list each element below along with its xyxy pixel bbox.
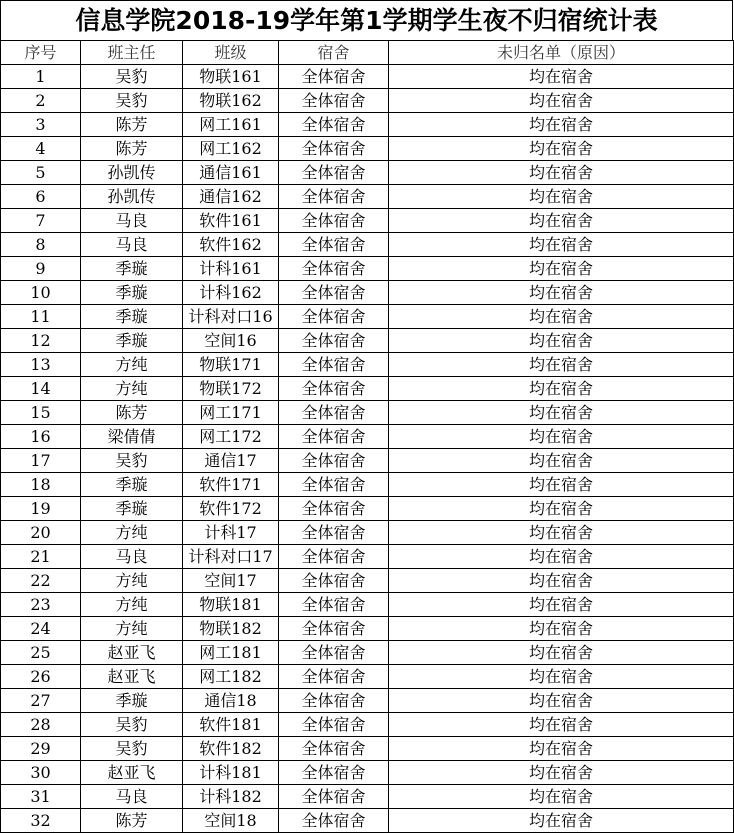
cell-dormitory: 全体宿舍 (279, 185, 389, 209)
cell-absent-list: 均在宿舍 (389, 137, 734, 161)
cell-head-teacher: 季璇 (81, 689, 183, 713)
cell-number: 22 (1, 569, 81, 593)
cell-absent-list: 均在宿舍 (389, 161, 734, 185)
cell-number: 31 (1, 785, 81, 809)
cell-head-teacher: 赵亚飞 (81, 665, 183, 689)
cell-absent-list: 均在宿舍 (389, 185, 734, 209)
cell-dormitory: 全体宿舍 (279, 737, 389, 761)
cell-absent-list: 均在宿舍 (389, 761, 734, 785)
cell-absent-list: 均在宿舍 (389, 281, 734, 305)
cell-head-teacher: 季璇 (81, 329, 183, 353)
table-row (1, 425, 734, 449)
cell-class: 通信162 (183, 185, 279, 209)
cell-class: 网工172 (183, 425, 279, 449)
cell-absent-list: 均在宿舍 (389, 257, 734, 281)
cell-class: 通信18 (183, 689, 279, 713)
cell-head-teacher: 赵亚飞 (81, 641, 183, 665)
cell-head-teacher: 吴豹 (81, 737, 183, 761)
table-row (1, 617, 734, 641)
table-row (1, 641, 734, 665)
cell-class: 软件161 (183, 209, 279, 233)
cell-number: 15 (1, 401, 81, 425)
cell-head-teacher: 季璇 (81, 257, 183, 281)
table-title: 信息学院2018-19学年第1学期学生夜不归宿统计表 (0, 0, 733, 40)
cell-class: 网工182 (183, 665, 279, 689)
cell-class: 物联171 (183, 353, 279, 377)
cell-absent-list: 均在宿舍 (389, 209, 734, 233)
table-row (1, 161, 734, 185)
cell-dormitory: 全体宿舍 (279, 473, 389, 497)
cell-number: 16 (1, 425, 81, 449)
cell-head-teacher: 陈芳 (81, 137, 183, 161)
cell-dormitory: 全体宿舍 (279, 593, 389, 617)
cell-dormitory: 全体宿舍 (279, 665, 389, 689)
cell-absent-list: 均在宿舍 (389, 569, 734, 593)
cell-absent-list: 均在宿舍 (389, 617, 734, 641)
cell-number: 25 (1, 641, 81, 665)
cell-class: 计科161 (183, 257, 279, 281)
cell-number: 12 (1, 329, 81, 353)
cell-number: 13 (1, 353, 81, 377)
cell-head-teacher: 陈芳 (81, 113, 183, 137)
cell-dormitory: 全体宿舍 (279, 809, 389, 833)
cell-dormitory: 全体宿舍 (279, 521, 389, 545)
table-row (1, 209, 734, 233)
table-row (1, 89, 734, 113)
cell-head-teacher: 方纯 (81, 377, 183, 401)
cell-class: 计科181 (183, 761, 279, 785)
cell-number: 28 (1, 713, 81, 737)
cell-number: 26 (1, 665, 81, 689)
table-row (1, 593, 734, 617)
cell-number: 19 (1, 497, 81, 521)
cell-head-teacher: 吴豹 (81, 449, 183, 473)
cell-head-teacher: 吴豹 (81, 89, 183, 113)
cell-head-teacher: 方纯 (81, 569, 183, 593)
cell-dormitory: 全体宿舍 (279, 329, 389, 353)
cell-absent-list: 均在宿舍 (389, 353, 734, 377)
cell-class: 物联161 (183, 65, 279, 89)
table-row (1, 809, 734, 833)
cell-class: 计科182 (183, 785, 279, 809)
table-row (1, 737, 734, 761)
table-row (1, 257, 734, 281)
header-class: 班级 (183, 41, 279, 65)
cell-number: 5 (1, 161, 81, 185)
cell-number: 14 (1, 377, 81, 401)
table-row (1, 521, 734, 545)
header-row (1, 41, 734, 65)
cell-number: 9 (1, 257, 81, 281)
cell-class: 网工161 (183, 113, 279, 137)
cell-number: 4 (1, 137, 81, 161)
cell-number: 32 (1, 809, 81, 833)
cell-head-teacher: 方纯 (81, 593, 183, 617)
cell-head-teacher: 吴豹 (81, 65, 183, 89)
cell-class: 计科162 (183, 281, 279, 305)
cell-head-teacher: 季璇 (81, 497, 183, 521)
cell-dormitory: 全体宿舍 (279, 497, 389, 521)
cell-dormitory: 全体宿舍 (279, 209, 389, 233)
cell-head-teacher: 方纯 (81, 521, 183, 545)
cell-head-teacher: 季璇 (81, 305, 183, 329)
cell-class: 网工162 (183, 137, 279, 161)
cell-number: 7 (1, 209, 81, 233)
cell-number: 3 (1, 113, 81, 137)
table-row (1, 665, 734, 689)
table-row (1, 761, 734, 785)
cell-head-teacher: 吴豹 (81, 713, 183, 737)
table-row (1, 377, 734, 401)
table-row (1, 713, 734, 737)
cell-number: 18 (1, 473, 81, 497)
cell-dormitory: 全体宿舍 (279, 161, 389, 185)
cell-head-teacher: 陈芳 (81, 401, 183, 425)
cell-class: 网工181 (183, 641, 279, 665)
cell-class: 软件181 (183, 713, 279, 737)
cell-dormitory: 全体宿舍 (279, 761, 389, 785)
cell-number: 2 (1, 89, 81, 113)
cell-dormitory: 全体宿舍 (279, 257, 389, 281)
table-row (1, 401, 734, 425)
cell-class: 物联172 (183, 377, 279, 401)
cell-absent-list: 均在宿舍 (389, 641, 734, 665)
cell-head-teacher: 马良 (81, 785, 183, 809)
cell-absent-list: 均在宿舍 (389, 689, 734, 713)
cell-class: 网工171 (183, 401, 279, 425)
cell-class: 计科对口17 (183, 545, 279, 569)
cell-class: 软件182 (183, 737, 279, 761)
cell-dormitory: 全体宿舍 (279, 785, 389, 809)
cell-absent-list: 均在宿舍 (389, 809, 734, 833)
cell-head-teacher: 赵亚飞 (81, 761, 183, 785)
cell-class: 软件171 (183, 473, 279, 497)
cell-number: 11 (1, 305, 81, 329)
table-row (1, 353, 734, 377)
cell-dormitory: 全体宿舍 (279, 353, 389, 377)
cell-absent-list: 均在宿舍 (389, 401, 734, 425)
cell-dormitory: 全体宿舍 (279, 713, 389, 737)
cell-class: 通信17 (183, 449, 279, 473)
cell-dormitory: 全体宿舍 (279, 689, 389, 713)
cell-class: 计科17 (183, 521, 279, 545)
cell-head-teacher: 马良 (81, 233, 183, 257)
cell-dormitory: 全体宿舍 (279, 545, 389, 569)
cell-number: 23 (1, 593, 81, 617)
cell-dormitory: 全体宿舍 (279, 89, 389, 113)
header-head-teacher: 班主任 (81, 41, 183, 65)
cell-absent-list: 均在宿舍 (389, 65, 734, 89)
cell-number: 24 (1, 617, 81, 641)
cell-absent-list: 均在宿舍 (389, 113, 734, 137)
cell-head-teacher: 方纯 (81, 353, 183, 377)
cell-head-teacher: 孙凯传 (81, 161, 183, 185)
cell-head-teacher: 马良 (81, 545, 183, 569)
cell-number: 10 (1, 281, 81, 305)
cell-class: 空间18 (183, 809, 279, 833)
table-row (1, 65, 734, 89)
cell-dormitory: 全体宿舍 (279, 641, 389, 665)
cell-head-teacher: 马良 (81, 209, 183, 233)
cell-class: 物联181 (183, 593, 279, 617)
cell-dormitory: 全体宿舍 (279, 569, 389, 593)
table-row (1, 233, 734, 257)
table-body (1, 65, 734, 833)
cell-number: 6 (1, 185, 81, 209)
cell-class: 空间17 (183, 569, 279, 593)
cell-absent-list: 均在宿舍 (389, 329, 734, 353)
cell-absent-list: 均在宿舍 (389, 425, 734, 449)
cell-dormitory: 全体宿舍 (279, 65, 389, 89)
table-row (1, 305, 734, 329)
cell-class: 物联162 (183, 89, 279, 113)
cell-class: 软件172 (183, 497, 279, 521)
table-row (1, 185, 734, 209)
cell-absent-list: 均在宿舍 (389, 473, 734, 497)
table-row (1, 785, 734, 809)
table-row (1, 329, 734, 353)
cell-number: 8 (1, 233, 81, 257)
cell-dormitory: 全体宿舍 (279, 377, 389, 401)
cell-number: 1 (1, 65, 81, 89)
cell-class: 物联182 (183, 617, 279, 641)
cell-number: 30 (1, 761, 81, 785)
table-row (1, 497, 734, 521)
cell-head-teacher: 季璇 (81, 473, 183, 497)
table-row (1, 545, 734, 569)
header-number: 序号 (1, 41, 81, 65)
cell-absent-list: 均在宿舍 (389, 89, 734, 113)
cell-absent-list: 均在宿舍 (389, 593, 734, 617)
header-absent-list: 未归名单（原因） (389, 41, 734, 65)
cell-class: 通信161 (183, 161, 279, 185)
table-row (1, 689, 734, 713)
cell-dormitory: 全体宿舍 (279, 449, 389, 473)
table-row (1, 449, 734, 473)
cell-number: 20 (1, 521, 81, 545)
cell-absent-list: 均在宿舍 (389, 497, 734, 521)
cell-head-teacher: 季璇 (81, 281, 183, 305)
cell-absent-list: 均在宿舍 (389, 449, 734, 473)
cell-number: 27 (1, 689, 81, 713)
cell-number: 17 (1, 449, 81, 473)
cell-absent-list: 均在宿舍 (389, 665, 734, 689)
cell-dormitory: 全体宿舍 (279, 113, 389, 137)
table-row (1, 281, 734, 305)
cell-head-teacher: 方纯 (81, 617, 183, 641)
cell-absent-list: 均在宿舍 (389, 737, 734, 761)
header-dormitory: 宿舍 (279, 41, 389, 65)
cell-dormitory: 全体宿舍 (279, 617, 389, 641)
cell-absent-list: 均在宿舍 (389, 545, 734, 569)
table-row (1, 113, 734, 137)
cell-class: 计科对口16 (183, 305, 279, 329)
cell-head-teacher: 孙凯传 (81, 185, 183, 209)
table-row (1, 569, 734, 593)
cell-absent-list: 均在宿舍 (389, 233, 734, 257)
cell-absent-list: 均在宿舍 (389, 377, 734, 401)
cell-absent-list: 均在宿舍 (389, 713, 734, 737)
cell-absent-list: 均在宿舍 (389, 785, 734, 809)
cell-dormitory: 全体宿舍 (279, 425, 389, 449)
cell-absent-list: 均在宿舍 (389, 305, 734, 329)
cell-head-teacher: 陈芳 (81, 809, 183, 833)
cell-head-teacher: 梁倩倩 (81, 425, 183, 449)
attendance-table (0, 40, 734, 833)
cell-dormitory: 全体宿舍 (279, 233, 389, 257)
cell-class: 软件162 (183, 233, 279, 257)
cell-dormitory: 全体宿舍 (279, 281, 389, 305)
table-row (1, 137, 734, 161)
cell-class: 空间16 (183, 329, 279, 353)
table-row (1, 473, 734, 497)
cell-dormitory: 全体宿舍 (279, 137, 389, 161)
cell-number: 21 (1, 545, 81, 569)
cell-absent-list: 均在宿舍 (389, 521, 734, 545)
cell-dormitory: 全体宿舍 (279, 305, 389, 329)
cell-number: 29 (1, 737, 81, 761)
cell-dormitory: 全体宿舍 (279, 401, 389, 425)
